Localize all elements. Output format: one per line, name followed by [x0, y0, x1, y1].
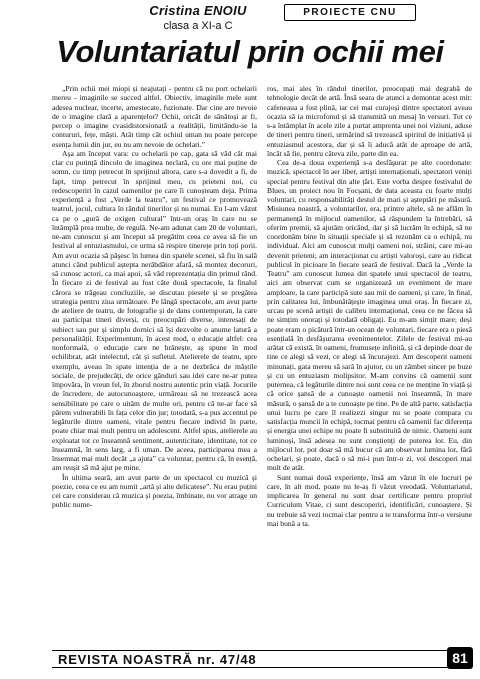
column-right — [267, 84, 472, 640]
paragraph: În ultima seară, am avut parte de un spectacol cu muzică și poezie, ceea ce eu am numit „artă și alte delicatese”. Nu erau puțini cei care considerau că muzica și poezia, îmbinate, nu vor atrage un public nume- — [52, 472, 257, 510]
paragraph: Sunt numai două experiențe, însă am văzut în ele lucruri pe care, în alt mod, poate nu le-aș fi văzut vreodată. Voluntariatul, implicarea în general nu sunt doar certificate pentru propriul Curriculum Vitae, ci sunt descoperiri, identificări, cunoaștere. Și nu trebuie să vezi tocmai clar pentru a te transforma într-o versiune mai bună a ta. — [267, 472, 472, 528]
paragraph: „Prin ochii mei miopi și neajutați - pentru că nu port ochelarii mereu - imaginile se succed altfel. Obiectiv, imaginile mele sunt adesea nuclear, incerte, amestecate, fuzionate. Dar cine are nevoie de o imagine clară a aparențelor? Ochii, oricât de sănătoși ar fi, percep o imagine cvasidistorsionată a realității, limitându-se la contururi, fețe, măști. Atât timp cât ochiul uman nu poate percepe esența lumii din jur, eu nu am nevoie de ochelari.” — [52, 84, 257, 149]
paragraph: ros, mai ales în rândul tinerilor, preocupați mai degrabă de tehnologie decât de artă. Însă seara de atunci a demontat acest mit: cafeneaua a fost plină, iar cei mai curajoși dintre spectatori aveau ocazia să ia microfonul și să transmită un mesaj în versuri. Tot ce s-a întâmplat în acele zile a purtat amprenta unei noi viziuni, aduse de tineri pentru tineri, urmărind să trezească spiritul de inițiativă și entuziasmul acestora, dar și să îi aducă atât de aproape de artă, încât să fie, pentru câteva zile, parte din ea. — [267, 84, 472, 158]
author-block — [98, 3, 298, 32]
footer-magazine-title: REVISTA NOASTRĂ nr. 47/48 — [52, 650, 457, 668]
article-title: Voluntariatul prin ochii mei — [56, 34, 444, 69]
paragraph: Așa am început vara: cu ochelarii pe cap, gata să văd cât mai clar cu putință dincolo de imaginea neclară, cu ore mai puține de somn, cu timp petrecut în sprijinul altora, care s-a dovedit a fi, de fapt, timp petrecut în sprijinul meu, cu prieteni noi, cu redescoperiri în cazul oamenilor pe care îi cunoșteam deja. Prima experiență a fost „Verde la teatru”, un festival ce promovează teatrul, jocul, cultura în rândul tinerilor și nu numai. Eu l-am văzut ca pe o „gură de oxigen cultural” într-un oraș în care nu se întâmplă prea multe, de regulă. Ne-am adunat cam 20 de voluntari, ne-am cunoscut și am început să pregătim ceea ce avea să fie un festival al entuziasmului, ce urma să respire tinerețe prin toți porii. Am avut ocazia să păşesc în lumea din spatele scenei, să fiu în sală atunci când publicul aștepta nerăbdător afară, să montez decoruri, să cunosc actori, ca mai apoi, să văd reprezentația din primul rând. În fiecare zi de festival au fost câte două spectacole, la finalul cărora se trăgeau concluziile, se discutau piesele și se pregătea strategia pentru ziua următoare. Pe lângă spectacole, am avut parte de ateliere de teatru, de fotografie și de dans contemporan, la care au participat tineri diverși, cu preocupări diverse, interesați de subiect sau pur și simplu dornici să își dezvolte o anume latură a personalității. Experimentum, în acest mod, o educație altfel: cea nonformală, o educație care ne hrănește, aș spune în mod echilibrat, atât intelectul, cât și sufletul. Atelierele de teatru, spre exemplu, aveau în spate intenția de a ne dezbrăca de măștile sociale, de prejudecăți, de orice gânduri sau idei care ne-ar putea împovăra, în vreun fel, în zborul nostru autentic prin viață. Jocurile de încredere, de autocunoaștere, urmăreau să ne trezească acea sensibilitate pe care o uităm de multe ori, pentru că ne-ar face să părem vulnerabili în fața celor din jur; totodată, s-a pus accentul pe legăturile dintre oameni, vitale pentru fiecare individ în parte, poate chiar mai mult pentru un adolescent. Altfel spus, atelierele au exploatat tot ce înseamnă sentiment, autenticitate, identitate, tot ce înseamnă, în sens larg, a fi uman. De aceea, participarea mea a însemnat mai mult decât „a ajuta” ca voluntar, pentru că, în esență, am reușit să mă ajut pe mine. — [52, 148, 257, 473]
section-tag: PROIECTE CNU — [284, 4, 416, 21]
page-number: 81 — [447, 647, 473, 669]
article-body — [52, 84, 472, 640]
author-name: Cristina ENOIU — [149, 3, 247, 18]
author-class: clasa a XI-a C — [163, 20, 233, 32]
paragraph: Cea de-a doua experiență s-a desfășurat pe alte coordonate: muzică, spectacol în aer liber, artiști internaționali, spectatori veniți special pentru festival din alte țări. Este vorba despre festivalul de Blues, un proiect nou în Focșani, de data aceasta cu foarte mulți voluntari, cu responsabilități destul de mari și așteptări pe măsură. Misiunea noastră, a voluntarilor, era, printre altele, să ne aflăm în permanență în mijlocul oamenilor, să răspundem la întrebări, să oferim premii, să ajutăm oricând, dar și să lucrăm în echipă, să ne coordonăm bine în situații speciale și să rezonăm ca o echipă, nu individual. Aici am cunoscut mulți oameni noi, străini, care mi-au devenit prieteni; am interacționat cu artiști valoroși, care au ridicat publicul în picioare în fiecare seară de festival. Dacă la „Verde la Teatru” am cunoscut lumea din spatele unui spectacol de teatru, aici am observat cum se organizează un eveniment de mare amploare, la care participă sute sau mii de oameni, și care, în final, prin calitatea lui, îmbunătățește imaginea unui oraș. În fiecare zi, urcau pe scenă artiști de calibru internațional, ceea ce ne făcea să ne simțim onorați și totodată obligați. Eu m-am simțit mare; deși poate eram o picătură într-un ocean de voluntari, fiecare era o piesă esențială în desfășurarea evenimentelor. Zilele de festival mi-au arătat că există, în oameni, frumusețe infinită, și că depinde doar de tine ce alegi să vezi, ce alegi să încurajezi. Am descoperit oameni minunați, gata mereu să sară în ajutor, cu un zâmbet sincer pe buze și cu un entuziasm molipsitor. M-am convins că oamenii sunt puternea, că legăturile dintre noi sunt ceea ce ne menține în viață și că orice șansă de a cunoaște oamenii noi înseamnă, în mare măsură, o șansă de a te cunoaște pe tine. Pe de altă parte, satisfacția unui lucru pe care îl realizezi singur nu se poate compara cu satisfacția muncii în echipă, tocmai pentru că oamenii fac diferența și energia unei echipe nu poate fi substituită de nimic. Oameni sunt luminoși, însă adesea nu sunt conștienți de puterea lor. Eu, din mijlocul lor, pot doar să mă bucur că am observat lumina lor, fără ochelari, și poate, dacă o să mi-i pun într-o zi, voi descoperi mai mult de atât. — [267, 158, 472, 473]
column-left — [52, 84, 257, 640]
